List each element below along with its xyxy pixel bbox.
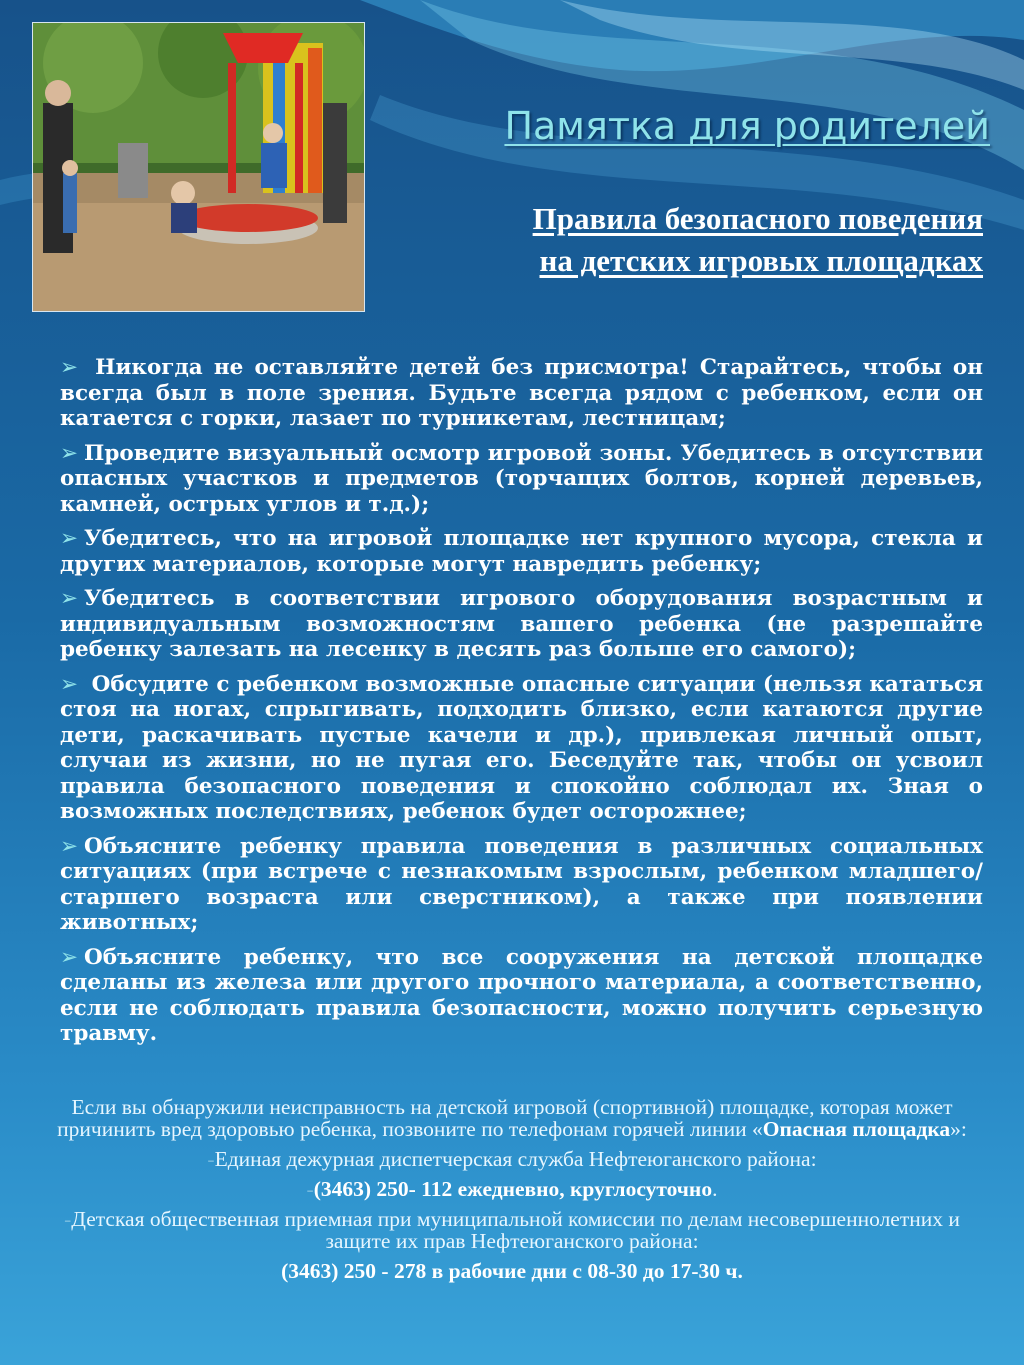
arrow-bullet-icon: ➢ (60, 833, 79, 859)
service-2-text: Детская общественная приемная при муниципальной комиссии по делам несовершеннолетних и защите их прав Нефтеюганского района: (71, 1207, 960, 1253)
subtitle-line-2: на детских игровых площадках (539, 243, 983, 278)
dash-mark: - (306, 1177, 314, 1201)
service-2 (40, 1208, 984, 1252)
arrow-bullet-icon: ➢ (60, 526, 79, 551)
rule-text: Никогда не оставляйте детей без присмотра! Старайтесь, чтобы он всегда был в поле зрения. Будьте всегда рядом с ребенком, если он катается с горки, лазает по турникетам, лестницам; (60, 355, 983, 431)
phone-1-text: (3463) 250- 112 ежедневно, круглосуточно (313, 1177, 713, 1201)
phone-2-text: (3463) 250 - 278 в рабочие дни с 08-30 до 17-30 ч. (281, 1259, 743, 1283)
hotline-intro (40, 1096, 984, 1140)
rule-item (60, 672, 983, 825)
arrow-bullet-icon: ➢ (60, 671, 79, 697)
rule-item (60, 834, 983, 936)
rule-item (60, 441, 983, 518)
hotline-info (40, 1096, 984, 1290)
arrow-bullet-icon: ➢ (60, 355, 79, 380)
rule-text: Убедитесь, что на игровой площадке нет крупного мусора, стекла и других материалов, которые могут навредить ребенку; (60, 526, 983, 577)
playground-photo (32, 22, 365, 312)
rule-text: Объясните ребенку правила поведения в различных социальных ситуациях (при встрече с незнакомым взрослым, ребенком младшего/старшего возраста или сверстником), а также при появлении животных; (60, 833, 983, 935)
page-title: Памятка для родителей (504, 104, 990, 148)
playground-photo-icon (33, 23, 364, 311)
arrow-bullet-icon: ➢ (60, 440, 79, 466)
hotline-intro-end: »: (950, 1117, 967, 1141)
hotline-name: Опасная площадка (762, 1117, 951, 1141)
subtitle-line-1: Правила безопасного поведения (532, 201, 983, 236)
rule-text: Проведите визуальный осмотр игровой зоны. Убедитесь в отсутствии опасных участков и предметов (торчащих болтов, корней деревьев, камней, острых углов и т.д.); (60, 440, 983, 517)
service-1-text: Единая дежурная диспетчерская служба Нефтеюганского района: (214, 1147, 817, 1171)
rule-item (60, 586, 983, 663)
dash-mark: - (207, 1147, 215, 1171)
phone-1 (40, 1178, 984, 1200)
phone-2 (40, 1260, 984, 1282)
service-1 (40, 1148, 984, 1170)
rule-text: Объясните ребенку, что все сооружения на детской площадке сделаны из железа или другого прочного материала, а соответственно, если не соблюдать правила безопасности, можно получить серьезную травму. (60, 944, 983, 1046)
page-subtitle (380, 198, 983, 282)
phone-1-end: . (712, 1177, 718, 1201)
rule-text: Обсудите с ребенком возможные опасные ситуации (нельзя кататься стоя на ногах, спрыгивать, подходить близко, если катаются другие дети, раскачивать пустые качели и др.), привлекая личный опыт, случаи из жизни, но не пугая его. Беседуйте так, чтобы он усвоил правила безопасного поведения и спокойно соблюдал их. Зная о возможных последствиях, ребенок будет осторожнее; (60, 671, 983, 824)
hotline-intro-text: Если вы обнаружили неисправность на детской игровой (спортивной) площадке, которая может причинить вред здоровью ребенка, позвоните по телефонам горячей линии « (57, 1095, 953, 1141)
arrow-bullet-icon: ➢ (60, 586, 79, 611)
rule-item (60, 355, 983, 432)
rule-text: Убедитесь в соответствии игрового оборудования возрастным и индивидуальным возможностям вашего ребенка (не разрешайте ребенку залезать на лесенку в десять раз больше его самого); (60, 586, 983, 662)
rule-item (60, 526, 983, 577)
rule-item (60, 945, 983, 1047)
dash-mark: - (64, 1207, 72, 1231)
rules-list (60, 355, 983, 1056)
arrow-bullet-icon: ➢ (60, 944, 79, 970)
